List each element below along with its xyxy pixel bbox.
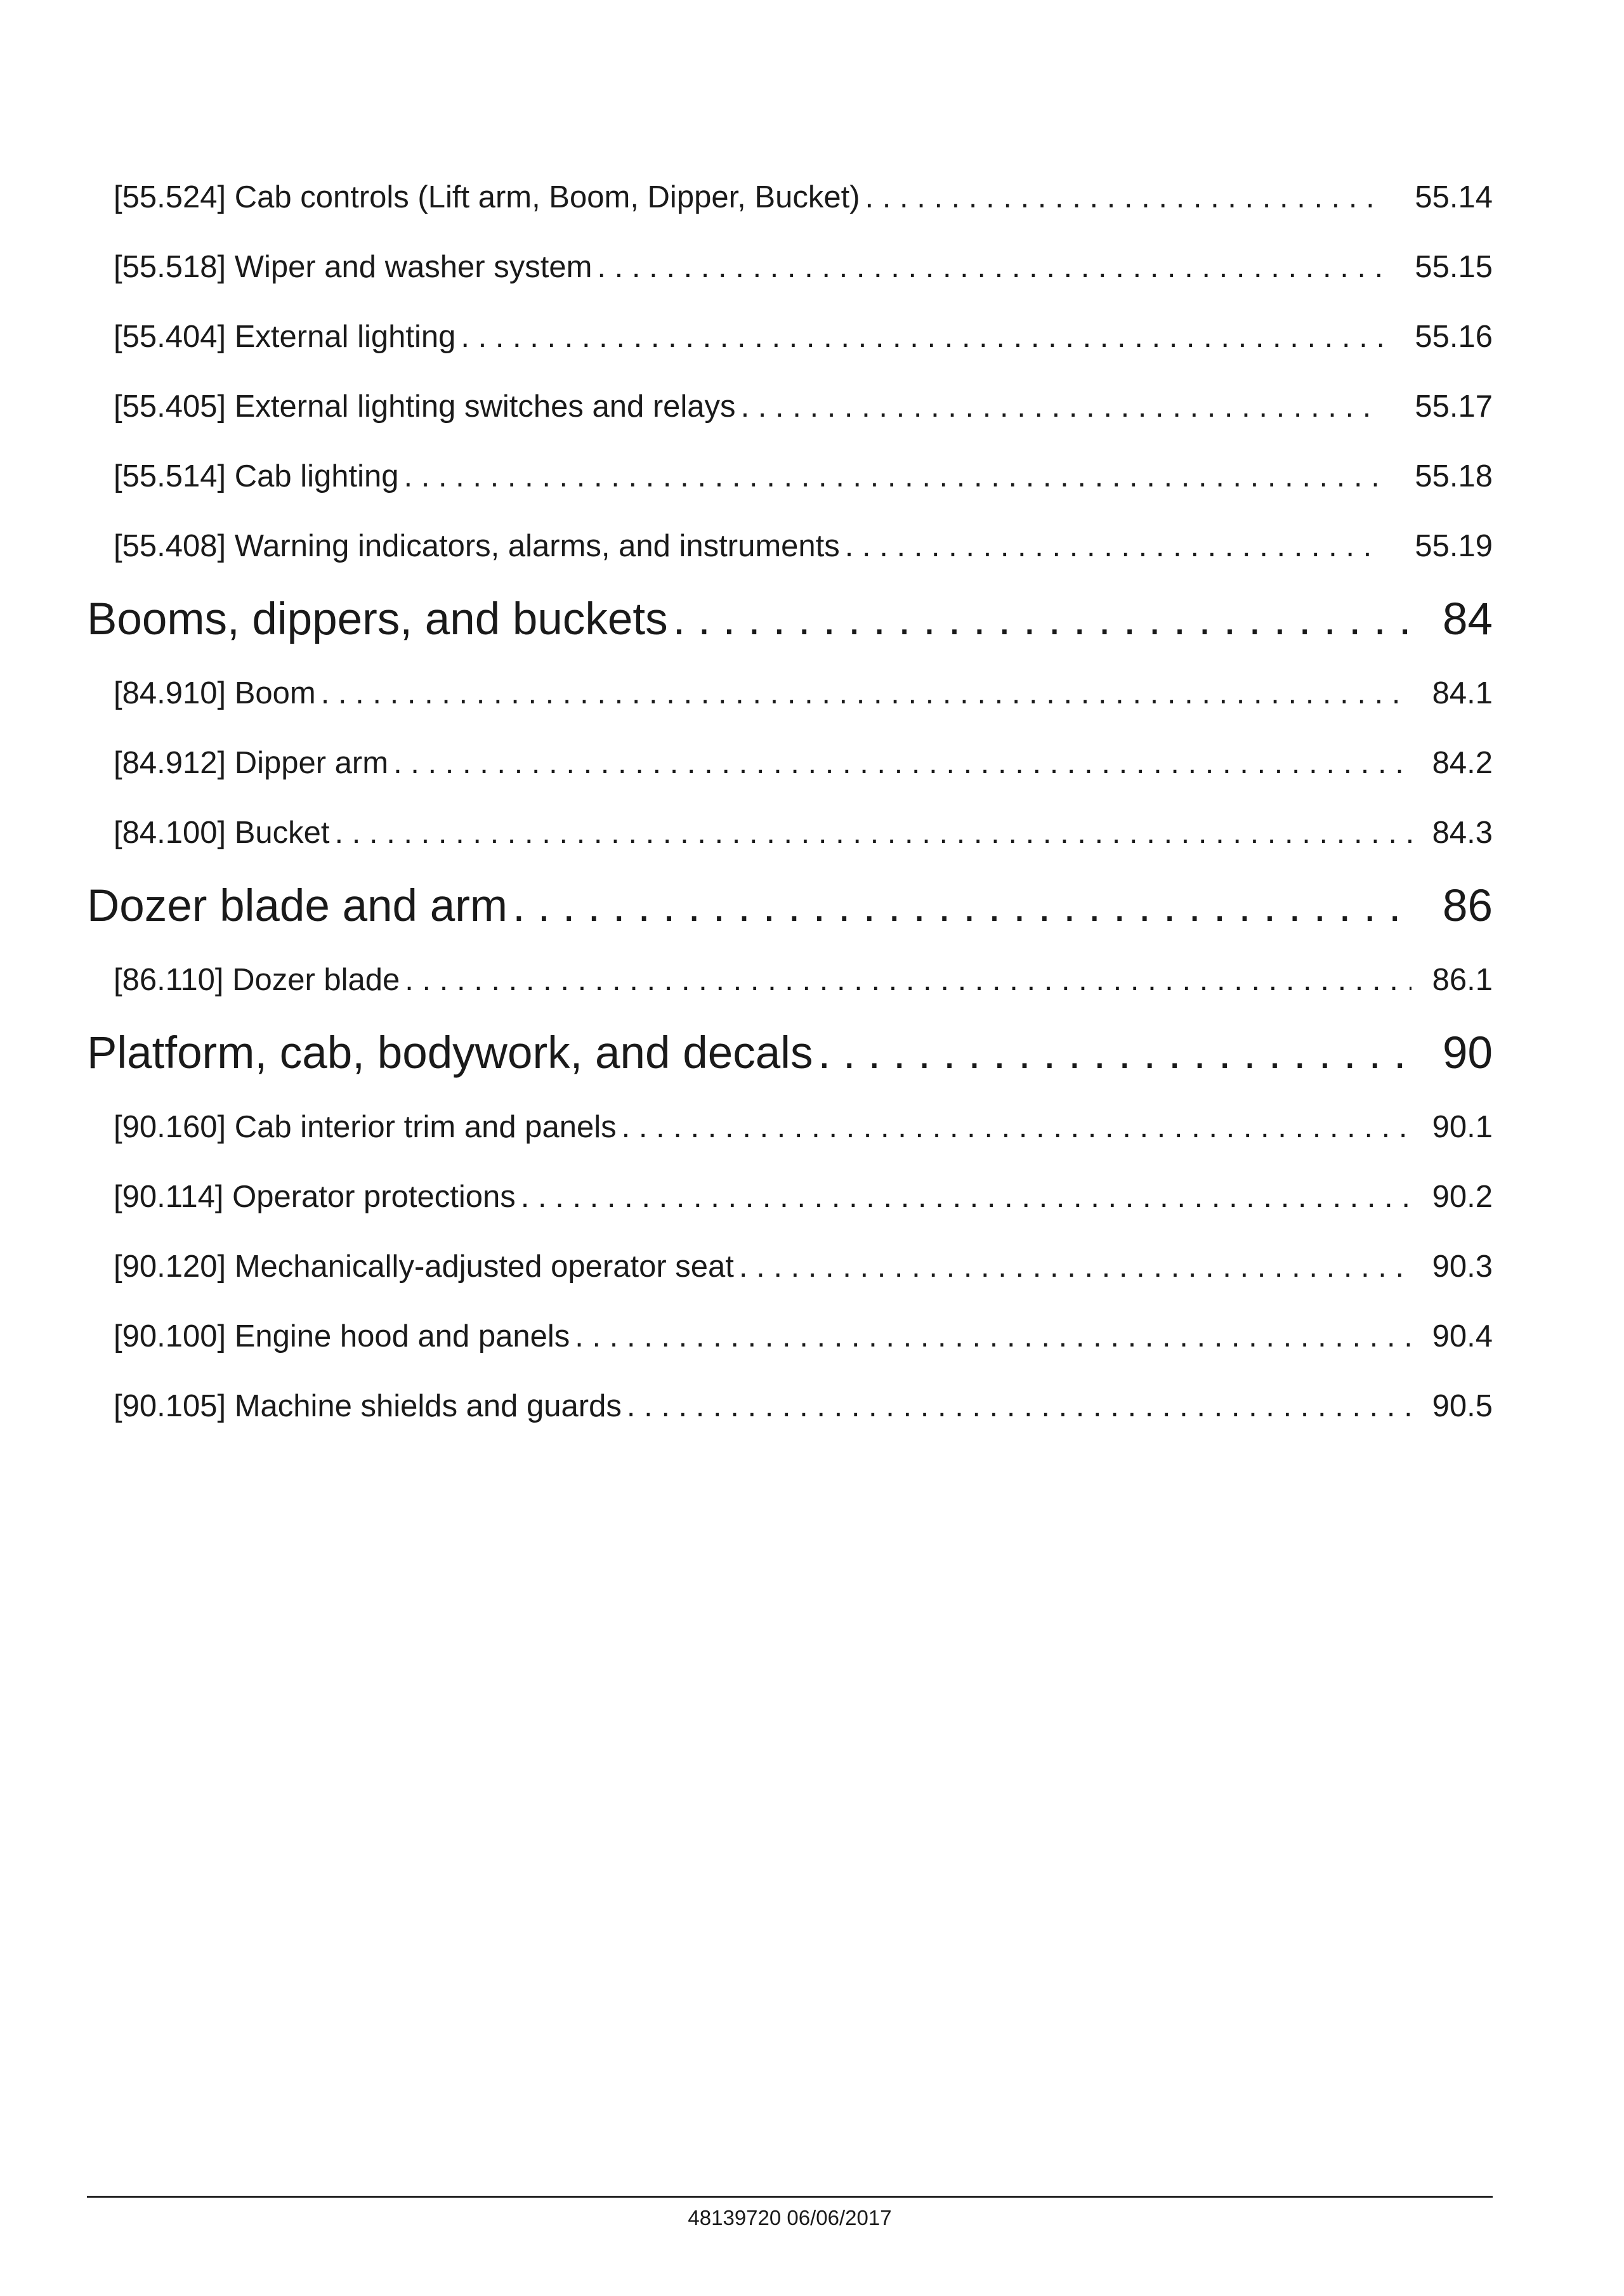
dot-leader [461,302,1382,372]
toc-entry[interactable] [87,1371,1493,1441]
dot-leader [622,1092,1411,1162]
footer-doc-ref: 48139720 06/06/2017 [688,2206,892,2229]
toc-entry-page: 55.19 [1415,529,1493,563]
toc-entry-page: 55.18 [1415,459,1493,493]
toc-entry[interactable] [87,232,1493,302]
toc-entry-label: [55.518] Wiper and washer system [114,250,593,284]
toc-entry-label: [86.110] Dozer blade [114,963,400,997]
dot-leader [513,868,1411,945]
toc-entry[interactable] [87,162,1493,232]
toc-entry-label: [84.912] Dipper arm [114,746,389,780]
toc-section-title: Dozer blade and arm [87,881,508,931]
toc-entry-page: 90.5 [1432,1389,1493,1423]
toc-entry-page: 55.15 [1415,250,1493,284]
toc-entry-label: [90.105] Machine shields and guards [114,1389,622,1423]
toc-entry-label: [90.114] Operator protections [114,1180,516,1214]
dot-leader [575,1301,1411,1371]
toc-entry[interactable] [87,1162,1493,1232]
toc-section-heading[interactable] [87,1015,1493,1092]
dot-leader [673,581,1411,658]
toc-entry[interactable] [87,1301,1493,1371]
toc-entry[interactable] [87,798,1493,868]
toc-entry-label: [55.404] External lighting [114,320,456,354]
toc-entry[interactable] [87,1092,1493,1162]
toc-entry[interactable] [87,658,1493,728]
dot-leader [739,1232,1411,1301]
toc-entry[interactable] [87,945,1493,1015]
toc-entry-label: [84.100] Bucket [114,816,330,850]
toc-entry[interactable] [87,372,1493,441]
toc-section-page: 90 [1443,1028,1493,1078]
dot-leader [521,1162,1411,1232]
toc-section-title: Platform, cab, bodywork, and decals [87,1028,813,1078]
dot-leader [865,162,1382,232]
toc-entry-label: [90.100] Engine hood and panels [114,1319,570,1353]
toc-entry-page: 55.14 [1415,180,1493,214]
dot-leader [597,232,1382,302]
toc-entry[interactable] [87,1232,1493,1301]
toc-entry[interactable] [87,302,1493,372]
table-of-contents [87,162,1493,1441]
toc-entry-label: [90.160] Cab interior trim and panels [114,1110,617,1144]
toc-section-page: 86 [1443,881,1493,931]
toc-entry-page: 90.2 [1432,1180,1493,1214]
toc-entry[interactable] [87,441,1493,511]
toc-entry-label: [55.405] External lighting switches and relays [114,389,736,424]
toc-entry-page: 84.1 [1432,676,1493,710]
toc-entry-page: 55.17 [1415,389,1493,424]
dot-leader [404,441,1383,511]
dot-leader [321,658,1411,728]
toc-entry-label: [55.524] Cab controls (Lift arm, Boom, Dipper, Bucket) [114,180,860,214]
toc-entry-label: [84.910] Boom [114,676,316,710]
dot-leader [818,1015,1411,1092]
toc-section-page: 84 [1443,594,1493,644]
dot-leader [405,945,1411,1015]
toc-entry-page: 84.2 [1432,746,1493,780]
dot-leader [627,1371,1411,1441]
toc-entry-label: [55.514] Cab lighting [114,459,399,493]
dot-leader [741,372,1382,441]
toc-entry[interactable] [87,728,1493,798]
toc-entry-page: 90.4 [1432,1319,1493,1353]
toc-entry-page: 90.1 [1432,1110,1493,1144]
toc-entry-page: 84.3 [1432,816,1493,850]
toc-entry-label: [90.120] Mechanically-adjusted operator seat [114,1249,734,1284]
toc-section-heading[interactable] [87,581,1493,658]
toc-entry[interactable] [87,511,1493,581]
dot-leader [845,511,1382,581]
footer-divider [87,2196,1493,2198]
toc-entry-page: 90.3 [1432,1249,1493,1284]
toc-section-title: Booms, dippers, and buckets [87,594,668,644]
dot-leader [335,798,1411,868]
toc-entry-page: 86.1 [1432,963,1493,997]
toc-entry-page: 55.16 [1415,320,1493,354]
toc-entry-label: [55.408] Warning indicators, alarms, and instruments [114,529,840,563]
toc-section-heading[interactable] [87,868,1493,945]
dot-leader [393,728,1411,798]
